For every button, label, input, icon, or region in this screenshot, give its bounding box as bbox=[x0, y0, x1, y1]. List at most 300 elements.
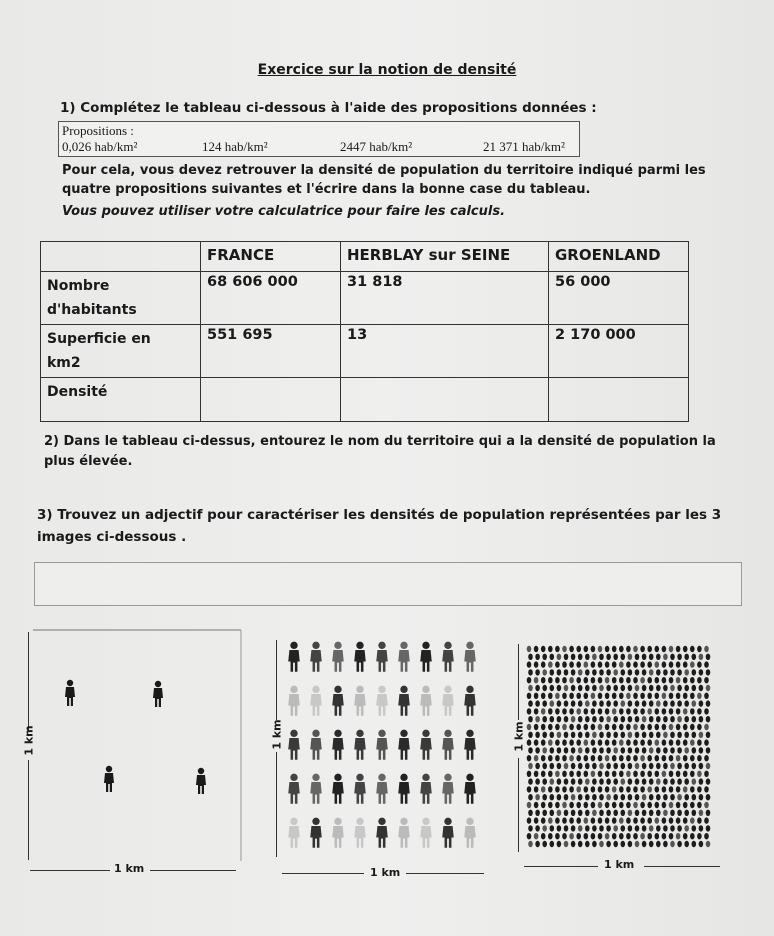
person-dot bbox=[706, 778, 711, 784]
person-dot bbox=[576, 755, 581, 761]
person-dot bbox=[569, 724, 574, 730]
person-dot bbox=[676, 755, 681, 761]
person-dot bbox=[662, 661, 667, 667]
person-dot bbox=[613, 794, 618, 800]
person-dot bbox=[528, 810, 533, 816]
person-dot bbox=[584, 802, 589, 808]
person-dot bbox=[592, 794, 597, 800]
person-icon bbox=[442, 686, 454, 716]
person-dot bbox=[613, 825, 618, 831]
person-dot bbox=[640, 817, 645, 823]
person-dot bbox=[576, 786, 581, 792]
person-dot bbox=[677, 794, 682, 800]
row-label-line-1: Densité bbox=[47, 384, 108, 400]
person-dot bbox=[557, 700, 562, 706]
person-dot bbox=[555, 802, 560, 808]
person-dot bbox=[662, 771, 667, 777]
person-dot bbox=[692, 841, 697, 847]
person-dot bbox=[585, 669, 590, 675]
person-dot bbox=[613, 763, 618, 769]
person-dot bbox=[706, 700, 711, 706]
person-dot bbox=[649, 794, 654, 800]
person-dot bbox=[613, 841, 618, 847]
person-dot bbox=[647, 755, 652, 761]
person-dot bbox=[569, 661, 574, 667]
person-dot bbox=[706, 669, 711, 675]
person-dot bbox=[669, 802, 674, 808]
person-dot bbox=[555, 755, 560, 761]
person-dot bbox=[635, 700, 640, 706]
person-dot bbox=[599, 841, 604, 847]
person-dot bbox=[621, 747, 626, 753]
page-title: Exercice sur la notion de densité bbox=[257, 62, 517, 78]
person-dot bbox=[569, 646, 574, 652]
person-dot bbox=[640, 755, 645, 761]
person-dot bbox=[670, 747, 675, 753]
person-dot bbox=[578, 732, 583, 738]
person-dot bbox=[656, 716, 661, 722]
person-dot bbox=[628, 700, 633, 706]
person-icon bbox=[398, 774, 410, 804]
person-dot bbox=[692, 732, 697, 738]
person-dot bbox=[670, 654, 675, 660]
person-dot bbox=[626, 817, 631, 823]
person-dot bbox=[571, 763, 576, 769]
person-dot bbox=[704, 739, 709, 745]
person-dot bbox=[584, 677, 589, 683]
person-dot bbox=[564, 654, 569, 660]
person-dot bbox=[534, 646, 539, 652]
person-dot bbox=[690, 771, 695, 777]
person-dot bbox=[599, 810, 604, 816]
person-dot bbox=[584, 771, 589, 777]
person-dot bbox=[684, 716, 689, 722]
person-dot bbox=[528, 685, 533, 691]
person-dot bbox=[635, 747, 640, 753]
person-icon bbox=[332, 642, 344, 672]
person-dot bbox=[606, 700, 611, 706]
person-dot bbox=[606, 716, 611, 722]
person-dot bbox=[640, 708, 645, 714]
person-dot bbox=[692, 654, 697, 660]
person-dot bbox=[605, 755, 610, 761]
person-icon bbox=[310, 642, 322, 672]
person-dot bbox=[541, 724, 546, 730]
person-dot bbox=[699, 654, 704, 660]
person-dot bbox=[612, 771, 617, 777]
person-dot bbox=[550, 747, 555, 753]
person-dot bbox=[706, 747, 711, 753]
person-dot bbox=[599, 716, 604, 722]
person-dot bbox=[534, 755, 539, 761]
person-dot bbox=[706, 654, 711, 660]
scale-bar bbox=[524, 866, 598, 867]
person-dot bbox=[677, 716, 682, 722]
table-header-france[interactable]: FRANCE bbox=[201, 242, 341, 272]
person-dot bbox=[635, 794, 640, 800]
person-dot bbox=[621, 794, 626, 800]
person-dot bbox=[571, 825, 576, 831]
person-dot bbox=[557, 794, 562, 800]
person-dot bbox=[676, 739, 681, 745]
person-dot bbox=[690, 693, 695, 699]
person-dot bbox=[542, 716, 547, 722]
row-label-line-2: km2 bbox=[47, 355, 81, 371]
person-dot bbox=[535, 654, 540, 660]
person-dot bbox=[677, 700, 682, 706]
person-dot bbox=[612, 677, 617, 683]
person-dot bbox=[655, 755, 660, 761]
person-dot bbox=[578, 716, 583, 722]
table-header-groenland[interactable]: GROENLAND bbox=[549, 242, 689, 272]
person-dot bbox=[557, 654, 562, 660]
question-3: 3) Trouvez un adjectif pour caractériser les densités de population représentées par les 3 images ci-dessous . bbox=[37, 507, 722, 545]
person-dot bbox=[598, 739, 603, 745]
person-dot bbox=[527, 693, 532, 699]
person-dot bbox=[621, 700, 626, 706]
scale-bar bbox=[30, 870, 110, 871]
person-dot bbox=[647, 786, 652, 792]
person-dot bbox=[578, 841, 583, 847]
person-dot bbox=[655, 833, 660, 839]
person-dot bbox=[599, 669, 604, 675]
person-dot bbox=[557, 825, 562, 831]
person-dot bbox=[706, 685, 711, 691]
person-dot bbox=[662, 677, 667, 683]
person-dot bbox=[534, 693, 539, 699]
table-header-herblay[interactable]: HERBLAY sur SEINE bbox=[341, 242, 549, 272]
person-dot bbox=[550, 778, 555, 784]
person-dot bbox=[564, 810, 569, 816]
person-dot bbox=[550, 669, 555, 675]
person-dot bbox=[571, 654, 576, 660]
person-dot bbox=[669, 646, 674, 652]
person-dot bbox=[550, 763, 555, 769]
person-dot bbox=[690, 708, 695, 714]
proposition-2: 124 hab/km² bbox=[202, 139, 268, 154]
person-dot bbox=[699, 825, 704, 831]
person-dot bbox=[649, 732, 654, 738]
person-dot bbox=[598, 646, 603, 652]
person-dot bbox=[669, 739, 674, 745]
person-dot bbox=[677, 669, 682, 675]
person-dot bbox=[642, 747, 647, 753]
person-dot bbox=[647, 646, 652, 652]
person-dot bbox=[677, 778, 682, 784]
person-dot bbox=[584, 724, 589, 730]
person-dot bbox=[527, 708, 532, 714]
cell-groenland-habitants: 56 000 bbox=[549, 272, 689, 325]
person-dot bbox=[692, 700, 697, 706]
scale-bar bbox=[150, 870, 236, 871]
person-dot bbox=[677, 810, 682, 816]
table-row bbox=[41, 378, 689, 422]
person-dot bbox=[606, 778, 611, 784]
person-icon bbox=[310, 774, 322, 804]
person-dot bbox=[528, 716, 533, 722]
person-dot bbox=[585, 841, 590, 847]
person-dot bbox=[663, 685, 668, 691]
person-dot bbox=[676, 833, 681, 839]
person-dot bbox=[606, 794, 611, 800]
person-dot bbox=[591, 646, 596, 652]
person-dot bbox=[699, 747, 704, 753]
person-dot bbox=[598, 786, 603, 792]
person-dot bbox=[534, 771, 539, 777]
person-dot bbox=[548, 708, 553, 714]
person-dot bbox=[704, 802, 709, 808]
person-dot bbox=[706, 825, 711, 831]
person-icon bbox=[464, 686, 476, 716]
person-dot bbox=[647, 677, 652, 683]
person-dot bbox=[584, 786, 589, 792]
person-dot bbox=[534, 708, 539, 714]
person-dot bbox=[585, 810, 590, 816]
person-dot bbox=[569, 786, 574, 792]
person-dot bbox=[527, 724, 532, 730]
person-dot bbox=[534, 833, 539, 839]
person-dot bbox=[633, 677, 638, 683]
person-dot bbox=[562, 708, 567, 714]
person-dot bbox=[662, 646, 667, 652]
person-dot bbox=[656, 825, 661, 831]
person-dot bbox=[669, 817, 674, 823]
row-label-line-2: d'habitants bbox=[47, 302, 137, 318]
person-dot bbox=[683, 724, 688, 730]
answer-box[interactable] bbox=[34, 562, 742, 606]
person-dot bbox=[662, 755, 667, 761]
person-dot bbox=[621, 825, 626, 831]
scale-bar bbox=[282, 873, 364, 874]
person-dot bbox=[606, 654, 611, 660]
person-dot bbox=[576, 802, 581, 808]
person-dot bbox=[692, 747, 697, 753]
person-dot bbox=[548, 724, 553, 730]
person-dot bbox=[647, 661, 652, 667]
person-dot bbox=[704, 817, 709, 823]
scale-bar-vertical bbox=[276, 752, 277, 857]
person-dot bbox=[649, 747, 654, 753]
person-dot bbox=[576, 817, 581, 823]
person-dot bbox=[606, 841, 611, 847]
person-dot bbox=[591, 833, 596, 839]
instruction-line-3: Vous pouvez utiliser votre calculatrice pour faire les calculs. bbox=[62, 204, 506, 219]
person-dot bbox=[571, 732, 576, 738]
person-dot bbox=[592, 732, 597, 738]
person-dot bbox=[541, 802, 546, 808]
person-dot bbox=[626, 708, 631, 714]
person-dot bbox=[699, 763, 704, 769]
image-high-density bbox=[524, 644, 718, 854]
person-dot bbox=[606, 810, 611, 816]
person-icon bbox=[332, 730, 344, 760]
person-dot bbox=[663, 732, 668, 738]
person-dot bbox=[541, 817, 546, 823]
scale-bar-vertical bbox=[28, 760, 29, 860]
person-icon bbox=[398, 818, 410, 848]
person-dot bbox=[534, 802, 539, 808]
row-label-line-1: Nombre bbox=[47, 278, 110, 294]
person-dot bbox=[548, 755, 553, 761]
person-dot bbox=[690, 817, 695, 823]
propositions-label: Propositions : bbox=[62, 123, 134, 138]
person-dot bbox=[541, 693, 546, 699]
person-dot bbox=[706, 716, 711, 722]
cell-france-densite-input[interactable] bbox=[201, 378, 341, 422]
person-icon bbox=[442, 642, 454, 672]
question-2: 2) Dans le tableau ci-dessus, entourez le nom du territoire qui a la densité de population la plus élevée. bbox=[44, 434, 716, 469]
person-dot bbox=[578, 794, 583, 800]
cell-groenland-superficie: 2 170 000 bbox=[549, 325, 689, 378]
person-dot bbox=[621, 669, 626, 675]
person-dot bbox=[612, 786, 617, 792]
person-dot bbox=[578, 685, 583, 691]
person-dot bbox=[684, 810, 689, 816]
person-dot bbox=[663, 810, 668, 816]
person-dot bbox=[677, 685, 682, 691]
person-dot bbox=[562, 786, 567, 792]
person-dot bbox=[669, 833, 674, 839]
person-dot bbox=[628, 654, 633, 660]
person-dot bbox=[592, 763, 597, 769]
person-dot bbox=[606, 825, 611, 831]
person-dot bbox=[555, 677, 560, 683]
person-dot bbox=[569, 771, 574, 777]
person-dot bbox=[621, 810, 626, 816]
cell-groenland-densite-input[interactable] bbox=[549, 378, 689, 422]
person-dot bbox=[606, 763, 611, 769]
person-dot bbox=[548, 646, 553, 652]
person-dot bbox=[613, 685, 618, 691]
person-dot bbox=[669, 693, 674, 699]
person-dot bbox=[683, 739, 688, 745]
row-label-densite bbox=[41, 378, 201, 422]
person-dot bbox=[649, 778, 654, 784]
person-dot bbox=[585, 654, 590, 660]
person-dot bbox=[706, 732, 711, 738]
person-dot bbox=[633, 739, 638, 745]
person-dot bbox=[690, 802, 695, 808]
person-dot bbox=[621, 732, 626, 738]
person-dot bbox=[562, 771, 567, 777]
density-table bbox=[40, 241, 689, 422]
person-icon bbox=[376, 686, 388, 716]
person-dot bbox=[606, 669, 611, 675]
person-dot bbox=[555, 724, 560, 730]
person-dot bbox=[585, 700, 590, 706]
person-dot bbox=[697, 786, 702, 792]
person-dot bbox=[598, 817, 603, 823]
person-icon bbox=[442, 774, 454, 804]
cell-herblay-superficie: 13 bbox=[341, 325, 549, 378]
person-icon bbox=[398, 642, 410, 672]
person-dot bbox=[655, 708, 660, 714]
person-dot bbox=[633, 833, 638, 839]
person-dot bbox=[663, 747, 668, 753]
cell-herblay-habitants: 31 818 bbox=[341, 272, 549, 325]
person-dot bbox=[564, 685, 569, 691]
person-dot bbox=[621, 841, 626, 847]
person-dot bbox=[697, 817, 702, 823]
person-dot bbox=[584, 817, 589, 823]
person-dot bbox=[571, 810, 576, 816]
person-dot bbox=[704, 661, 709, 667]
person-dot bbox=[527, 802, 532, 808]
scale-label: 1 km bbox=[604, 858, 635, 871]
person-dot bbox=[599, 778, 604, 784]
person-dot bbox=[642, 732, 647, 738]
person-dot bbox=[690, 739, 695, 745]
person-dot bbox=[612, 646, 617, 652]
person-dot bbox=[591, 755, 596, 761]
person-dot bbox=[606, 685, 611, 691]
person-dot bbox=[555, 708, 560, 714]
person-dot bbox=[576, 833, 581, 839]
person-icon bbox=[288, 774, 300, 804]
person-dot bbox=[535, 700, 540, 706]
person-dot bbox=[528, 747, 533, 753]
person-dot bbox=[564, 700, 569, 706]
person-dot bbox=[663, 841, 668, 847]
person-dot bbox=[635, 810, 640, 816]
person-dot bbox=[647, 693, 652, 699]
person-icon bbox=[376, 818, 388, 848]
person-dot bbox=[642, 716, 647, 722]
cell-herblay-densite-input[interactable] bbox=[341, 378, 549, 422]
person-dot bbox=[704, 771, 709, 777]
person-icon bbox=[288, 686, 300, 716]
person-icon bbox=[420, 774, 432, 804]
person-dot bbox=[612, 693, 617, 699]
person-dot bbox=[699, 732, 704, 738]
person-icon bbox=[464, 642, 476, 672]
table-header-empty bbox=[41, 242, 201, 272]
person-dot bbox=[606, 747, 611, 753]
person-dot bbox=[640, 661, 645, 667]
person-dot bbox=[704, 677, 709, 683]
person-icon bbox=[398, 730, 410, 760]
person-dot bbox=[592, 654, 597, 660]
person-dot bbox=[635, 732, 640, 738]
person-dot bbox=[619, 677, 624, 683]
person-dot bbox=[619, 708, 624, 714]
person-dot bbox=[528, 669, 533, 675]
person-dot bbox=[677, 654, 682, 660]
person-dot bbox=[555, 786, 560, 792]
person-dot bbox=[690, 724, 695, 730]
person-dot bbox=[704, 786, 709, 792]
person-dot bbox=[697, 833, 702, 839]
person-dot bbox=[697, 708, 702, 714]
person-dot bbox=[663, 669, 668, 675]
person-dot bbox=[548, 739, 553, 745]
person-dot bbox=[613, 732, 618, 738]
person-dot bbox=[626, 661, 631, 667]
person-icon bbox=[442, 818, 454, 848]
person-dot bbox=[683, 817, 688, 823]
person-icon bbox=[442, 730, 454, 760]
row-label-habitants bbox=[41, 272, 201, 325]
person-dot bbox=[690, 677, 695, 683]
person-dot bbox=[656, 794, 661, 800]
person-dot bbox=[578, 778, 583, 784]
person-dot bbox=[649, 841, 654, 847]
person-dot bbox=[592, 778, 597, 784]
person-dot bbox=[576, 677, 581, 683]
person-dot bbox=[699, 685, 704, 691]
person-dot bbox=[564, 778, 569, 784]
person-dot bbox=[663, 778, 668, 784]
